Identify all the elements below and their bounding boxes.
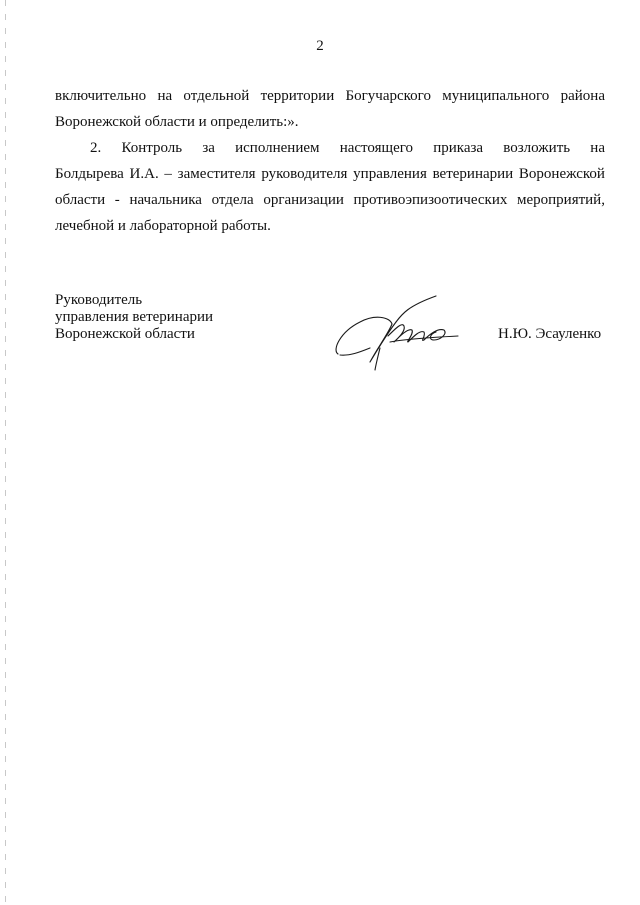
word: начальника [129,192,202,208]
paragraph-2-line-3 [55,191,605,209]
word: района [560,88,605,104]
word: приказа [433,140,484,156]
word: настоящего [339,140,414,156]
word: Контроль [121,140,183,156]
paragraph-2-line-4: лечебной и лабораторной работы. [55,218,271,234]
item-number: 2. [90,140,102,156]
word: за [202,140,215,156]
signer-name: Н.Ю. Эсауленко [498,326,602,342]
word: включительно [55,88,147,104]
signatory-title [55,292,213,343]
word: ветеринарии [432,166,514,182]
title-line: управления ветеринарии [55,309,214,325]
word: Болдырева [55,166,124,182]
paragraph-2-line-2 [55,165,605,183]
paragraph-1-line-1 [55,87,605,105]
word: отдела [211,192,254,208]
word: И.А. [129,166,159,182]
word: Воронежской [518,166,605,182]
word: области [55,192,106,208]
word: – [164,166,172,182]
word: мероприятий, [517,192,605,208]
word: исполнением [235,140,320,156]
paragraph-1-line-2: Воронежской области и определить:». [55,114,299,130]
word: противоэпизоотических [353,192,508,208]
word: организации [263,192,344,208]
word: управления [353,166,427,182]
handwritten-signature [330,292,465,372]
word: на [157,88,173,104]
word: - [114,192,120,208]
word: заместителя [177,166,256,182]
word: руководителя [261,166,348,182]
word: на [590,140,605,156]
word: возложить [503,140,571,156]
title-line: Руководитель [55,292,143,308]
word: отдельной [183,88,250,104]
word: территории [260,88,335,104]
scan-edge-line [5,0,6,905]
word: муниципального [442,88,550,104]
title-line: Воронежской области [55,326,195,342]
paragraph-2-line-1 [90,139,605,157]
page-number: 2 [316,38,324,54]
word: Богучарского [345,88,431,104]
